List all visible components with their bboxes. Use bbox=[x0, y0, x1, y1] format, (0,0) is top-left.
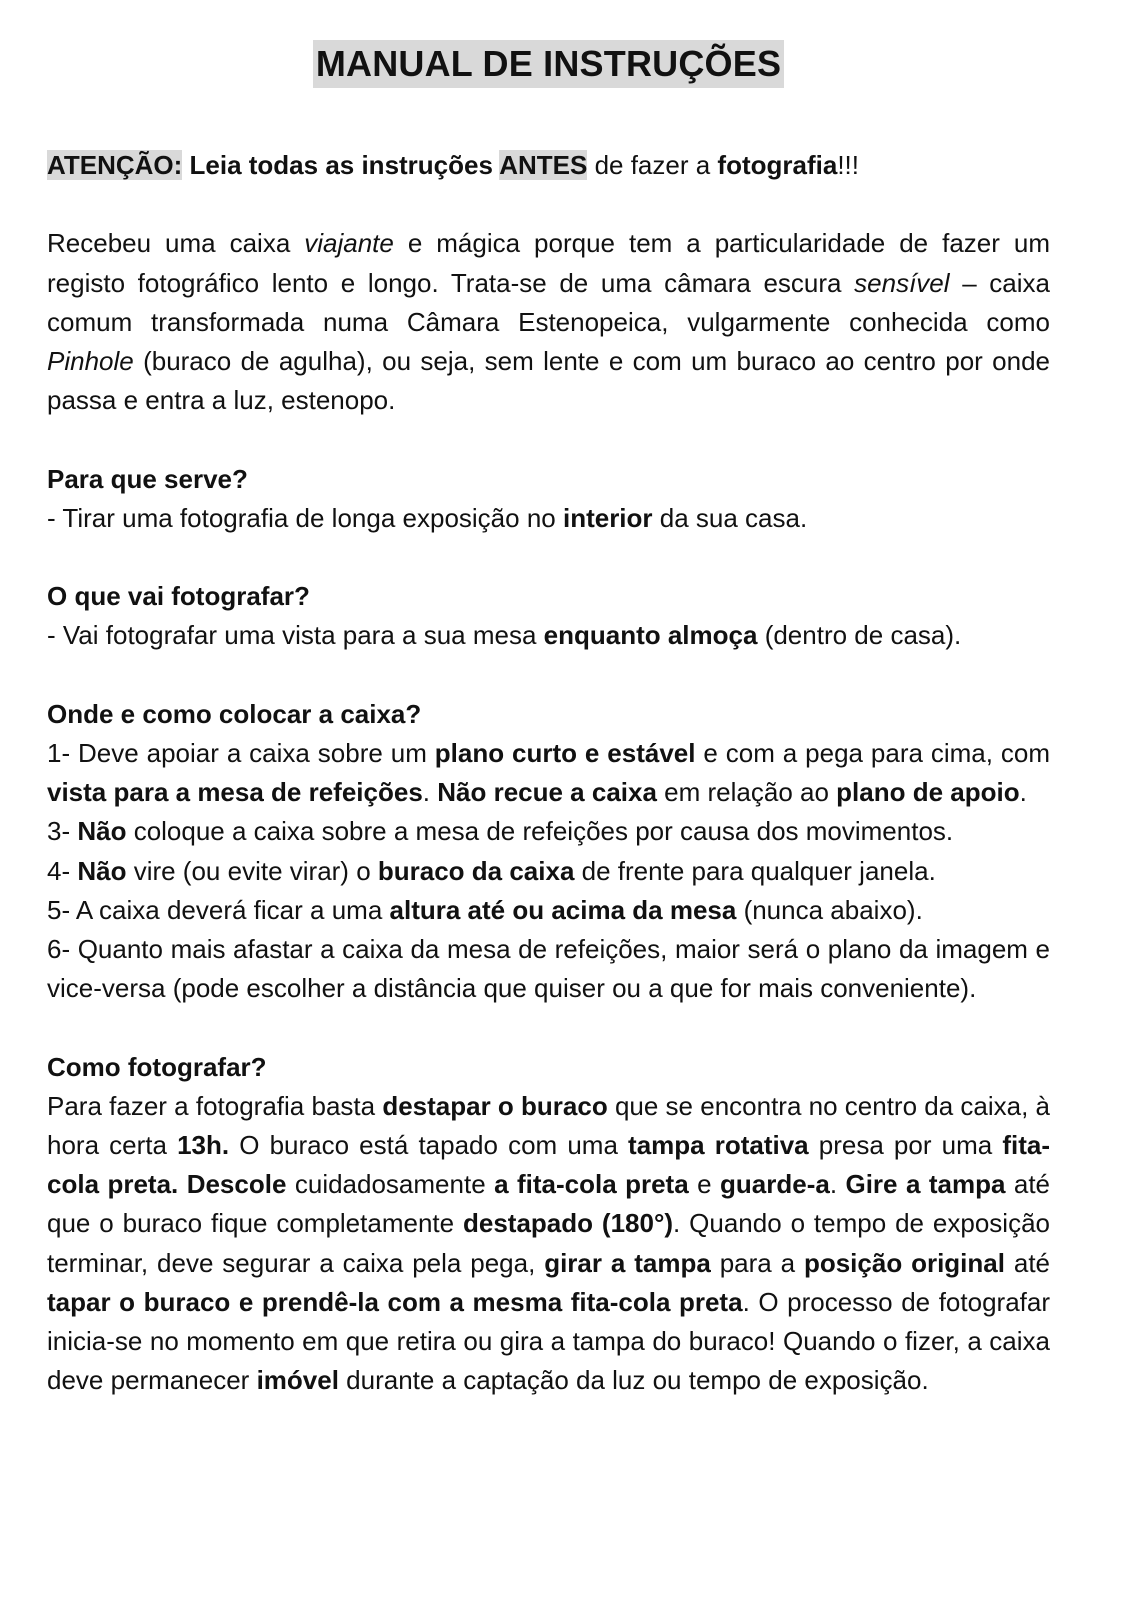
onde-text: 5- A caixa deverá ficar a uma bbox=[47, 894, 390, 925]
onde-text: 1- Deve apoiar a caixa sobre um bbox=[47, 737, 435, 768]
como-bold: tapar o buraco e prendê-la com a mesma fita-cola preta bbox=[47, 1286, 743, 1317]
como-bold: Gire a tampa bbox=[845, 1169, 1006, 1200]
como-text: cuidadosamente bbox=[286, 1169, 495, 1200]
como-text: e bbox=[688, 1169, 721, 1200]
como-text: até bbox=[1004, 1247, 1051, 1278]
onde-text: de frente para qualquer janela. bbox=[574, 855, 936, 886]
title-wrapper bbox=[47, 0, 1050, 90]
onde-bold: plano curto e estável bbox=[434, 737, 696, 768]
attention-text-bold: Leia todas as instruções bbox=[182, 150, 500, 180]
como-text: durante a captação da luz ou tempo de exposição. bbox=[338, 1365, 929, 1396]
intro-sensivel: sensível bbox=[854, 267, 950, 298]
onde-item-5 bbox=[47, 891, 1050, 930]
section-heading-como: Como fotografar? bbox=[47, 1051, 267, 1082]
como-paragraph bbox=[47, 1087, 1050, 1401]
onde-bold: plano de apoio bbox=[836, 777, 1020, 808]
como-text: para a bbox=[710, 1247, 804, 1278]
page-title: MANUAL DE INSTRUÇÕES bbox=[313, 40, 784, 88]
onde-text: . bbox=[422, 777, 438, 808]
onde-text: . bbox=[1019, 777, 1027, 808]
como-text: . Quando o tempo de exposição terminar, deve segurar a caixa pela pega, bbox=[47, 1208, 1050, 1278]
onde-text: coloque a caixa sobre a mesa de refeições por causa dos movimentos. bbox=[126, 816, 954, 847]
para-que-bold: interior bbox=[562, 502, 653, 533]
attention-fotografia: fotografia bbox=[717, 150, 838, 180]
onde-bold: Não bbox=[77, 855, 127, 886]
como-bold: girar a tampa bbox=[544, 1247, 711, 1278]
intro-viajante: viajante bbox=[304, 228, 394, 259]
onde-text: e com a pega para cima, com bbox=[695, 737, 1051, 768]
section-heading-onde: Onde e como colocar a caixa? bbox=[47, 698, 422, 729]
onde-bold: buraco da caixa bbox=[377, 855, 575, 886]
onde-bold: altura até ou acima da mesa bbox=[389, 894, 737, 925]
onde-item-6: 6- Quanto mais afastar a caixa da mesa de refeições, maior será o plano da imagem e vice-versa (pode escolher a distância que quiser ou a que for mais conveniente). bbox=[47, 934, 1050, 1004]
como-text: que se encontra no centro da caixa, à hora certa bbox=[47, 1090, 1051, 1160]
como-text: . O processo de fotografar inicia-se no momento em que retira ou gira a tampa do buraco! Quando o fizer, a caixa deve permanecer bbox=[47, 1286, 1050, 1396]
intro-paragraph bbox=[47, 224, 1050, 420]
onde-text: 3- bbox=[47, 816, 78, 847]
como-bold: destapado (180°) bbox=[462, 1208, 674, 1239]
como-bold: 13h. bbox=[177, 1130, 230, 1160]
intro-text: e mágica porque tem a particularidade de fazer um registo fotográfico lento e longo. Trata-se de uma câmara escura bbox=[47, 228, 1050, 298]
o-que-line: - Vai fotografar uma vista para a sua mesa bbox=[47, 620, 544, 651]
onde-text: 4- bbox=[47, 855, 78, 886]
onde-text: (nunca abaixo). bbox=[736, 894, 923, 925]
o-que-bold: enquanto almoça bbox=[543, 620, 758, 651]
attention-text: de fazer a bbox=[587, 150, 718, 180]
como-text: . bbox=[829, 1169, 846, 1200]
o-que-line: (dentro de casa). bbox=[757, 620, 962, 651]
onde-item-1 bbox=[47, 734, 1050, 812]
o-que-text bbox=[47, 616, 1050, 655]
como-text: O buraco está tapado com uma bbox=[229, 1130, 629, 1160]
onde-bold: Não recue a caixa bbox=[437, 777, 657, 808]
como-text: até que o buraco fique completamente bbox=[47, 1169, 1050, 1239]
attention-exclaim: !!! bbox=[837, 150, 859, 180]
onde-text: vire (ou evite virar) o bbox=[126, 855, 378, 886]
antes-highlight: ANTES bbox=[499, 150, 588, 180]
como-bold: posição original bbox=[803, 1247, 1005, 1278]
section-heading-para-que: Para que serve? bbox=[47, 463, 248, 494]
como-bold: a fita-cola preta bbox=[494, 1169, 689, 1200]
onde-item-4 bbox=[47, 852, 1050, 891]
intro-text: (buraco de agulha), ou seja, sem lente e com um buraco ao centro por onde passa e entra a luz, estenopo. bbox=[47, 346, 1050, 416]
attention-label: ATENÇÃO: bbox=[47, 150, 183, 180]
como-bold: guarde-a bbox=[720, 1169, 830, 1200]
onde-bold: vista para a mesa de refeições bbox=[47, 777, 423, 808]
onde-text: em relação ao bbox=[656, 777, 837, 808]
intro-text: – caixa comum transformada numa Câmara Estenopeica, vulgarmente conhecida como bbox=[47, 267, 1050, 337]
para-que-text bbox=[47, 499, 1050, 538]
como-bold: fita-cola preta. Descole bbox=[47, 1130, 1050, 1200]
para-que-line: - Tirar uma fotografia de longa exposição no bbox=[47, 502, 563, 533]
intro-pinhole: Pinhole bbox=[47, 346, 134, 376]
section-heading-o-que: O que vai fotografar? bbox=[47, 581, 310, 612]
onde-bold: Não bbox=[77, 816, 127, 847]
attention-paragraph bbox=[47, 146, 1050, 185]
para-que-line: da sua casa. bbox=[652, 502, 808, 533]
intro-text: Recebeu uma caixa bbox=[47, 228, 305, 259]
como-bold: destapar o buraco bbox=[382, 1090, 608, 1121]
como-text: presa por uma bbox=[808, 1130, 1003, 1160]
como-text: Para fazer a fotografia basta bbox=[47, 1090, 383, 1121]
como-bold: tampa rotativa bbox=[628, 1130, 809, 1160]
como-bold: imóvel bbox=[256, 1365, 339, 1396]
onde-item-3 bbox=[47, 812, 1050, 851]
